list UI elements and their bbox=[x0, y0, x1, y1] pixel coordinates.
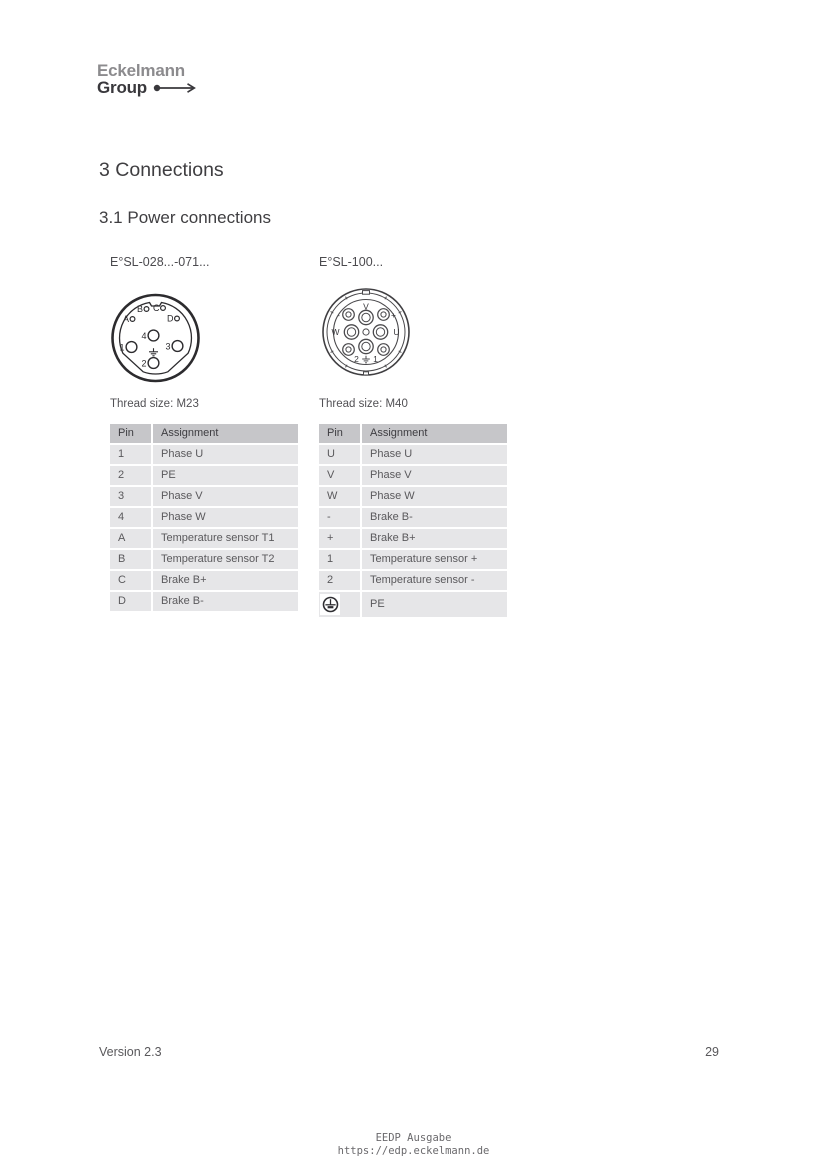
pin-2 bbox=[343, 344, 355, 356]
model-label: E°SL-100... bbox=[319, 255, 384, 269]
assignment-cell: Temperature sensor + bbox=[362, 550, 507, 569]
pin-4 bbox=[148, 330, 159, 341]
table-row bbox=[319, 550, 507, 569]
pin-cell: D bbox=[110, 592, 151, 611]
table-row bbox=[110, 550, 298, 569]
svg-text:-: - bbox=[337, 310, 340, 320]
table-header-row bbox=[110, 424, 298, 443]
table-row bbox=[319, 592, 507, 617]
page-footer bbox=[99, 1045, 719, 1059]
pin-cell: U bbox=[319, 445, 360, 464]
svg-text:1: 1 bbox=[119, 342, 125, 353]
table-row bbox=[319, 508, 507, 527]
pin-3 bbox=[172, 341, 183, 352]
pin-cell: + bbox=[319, 529, 360, 548]
svg-text:D: D bbox=[167, 313, 174, 324]
pin-cell: 1 bbox=[110, 445, 151, 464]
svg-text:2: 2 bbox=[141, 358, 147, 369]
svg-text:2: 2 bbox=[354, 354, 359, 364]
assignment-cell: Brake B+ bbox=[362, 529, 507, 548]
assignment-cell: Temperature sensor T2 bbox=[153, 550, 298, 569]
pin-assignment-table bbox=[110, 424, 298, 611]
table-row bbox=[319, 445, 507, 464]
pin-1 bbox=[126, 342, 137, 353]
edition-watermark bbox=[0, 1132, 827, 1158]
assignment-cell: Phase U bbox=[362, 445, 507, 464]
aux-pins bbox=[343, 309, 390, 356]
assignment-cell: Phase U bbox=[153, 445, 298, 464]
column-header-assignment: Assignment bbox=[153, 424, 298, 443]
pin-cell: 2 bbox=[319, 571, 360, 590]
svg-text:4: 4 bbox=[141, 330, 147, 341]
m23-connector-face-diagram bbox=[110, 291, 202, 385]
assignment-cell: PE bbox=[362, 592, 507, 617]
power-pins bbox=[344, 310, 387, 353]
connector-insert-outline bbox=[120, 303, 192, 374]
assignment-cell: Phase W bbox=[153, 508, 298, 527]
svg-text:+: + bbox=[391, 310, 396, 320]
thread-size-label: Thread size: M40 bbox=[319, 398, 408, 410]
pin-d bbox=[175, 316, 180, 321]
pin-cell: V bbox=[319, 466, 360, 485]
logo-arrow-icon bbox=[153, 82, 199, 94]
table-row bbox=[110, 529, 298, 548]
pin-cell: B bbox=[110, 550, 151, 569]
column-header-assignment: Assignment bbox=[362, 424, 507, 443]
svg-text:W: W bbox=[331, 327, 340, 337]
page-number: 29 bbox=[705, 1045, 719, 1059]
chapter-heading: 3 Connections bbox=[99, 159, 224, 181]
section-heading: 3.1 Power connections bbox=[99, 208, 271, 227]
column-header-pin: Pin bbox=[110, 424, 151, 443]
pin-labels bbox=[119, 303, 174, 368]
pin-u bbox=[373, 325, 387, 339]
pin-cell bbox=[319, 592, 360, 617]
pin-cell: 3 bbox=[110, 487, 151, 506]
pin-2 bbox=[148, 358, 159, 369]
assignment-cell: Brake B+ bbox=[153, 571, 298, 590]
svg-text:U: U bbox=[393, 327, 400, 337]
table-header-row bbox=[319, 424, 507, 443]
pin-c bbox=[161, 306, 166, 311]
center-guide bbox=[363, 329, 369, 335]
thread-size-label: Thread size: M23 bbox=[110, 398, 199, 410]
pin-cell: C bbox=[110, 571, 151, 590]
pin-cell: W bbox=[319, 487, 360, 506]
pin-b bbox=[144, 307, 149, 312]
column-header-pin: Pin bbox=[319, 424, 360, 443]
pin-pe bbox=[359, 339, 373, 353]
pin-w bbox=[344, 325, 358, 339]
earth-symbol-icon bbox=[362, 356, 370, 363]
svg-text:A: A bbox=[122, 314, 129, 324]
watermark-line2: https://edp.eckelmann.de bbox=[337, 1145, 490, 1157]
table-row bbox=[319, 529, 507, 548]
logo-line-group: Group bbox=[97, 78, 147, 97]
pe-earth-icon bbox=[320, 594, 340, 615]
table-row bbox=[110, 445, 298, 464]
svg-text:C: C bbox=[153, 303, 160, 313]
table-row bbox=[319, 466, 507, 485]
table-row bbox=[110, 508, 298, 527]
assignment-cell: Brake B- bbox=[153, 592, 298, 611]
pin-cell: - bbox=[319, 508, 360, 527]
svg-text:V: V bbox=[363, 301, 369, 312]
earth-symbol-icon bbox=[149, 348, 158, 356]
watermark-line1: EEDP Ausgabe bbox=[375, 1132, 452, 1144]
logo-line-eckelmann: Eckelmann bbox=[97, 61, 185, 80]
table-row bbox=[110, 466, 298, 485]
assignment-cell: Phase V bbox=[362, 466, 507, 485]
pin-cell: A bbox=[110, 529, 151, 548]
table-row bbox=[319, 571, 507, 590]
table-row bbox=[110, 571, 298, 590]
assignment-cell: Phase W bbox=[362, 487, 507, 506]
svg-text:3: 3 bbox=[165, 341, 171, 352]
assignment-cell: Phase V bbox=[153, 487, 298, 506]
pin-plus bbox=[378, 309, 390, 321]
assignment-cell: Brake B- bbox=[362, 508, 507, 527]
pin-assignment-table bbox=[319, 424, 507, 617]
assignment-cell: Temperature sensor - bbox=[362, 571, 507, 590]
table-row bbox=[110, 592, 298, 611]
pin-v bbox=[359, 310, 373, 324]
pin-minus bbox=[343, 309, 355, 321]
model-label: E°SL-028...-071... bbox=[110, 255, 210, 269]
assignment-cell: Temperature sensor T1 bbox=[153, 529, 298, 548]
eckelmann-group-logo bbox=[97, 62, 199, 96]
table-row bbox=[319, 487, 507, 506]
pin-cell: 1 bbox=[319, 550, 360, 569]
pin-cell: 4 bbox=[110, 508, 151, 527]
pin-a bbox=[130, 317, 135, 322]
table-row bbox=[110, 487, 298, 506]
svg-text:1: 1 bbox=[373, 354, 378, 364]
pin-1 bbox=[378, 344, 390, 356]
pin-cell: 2 bbox=[110, 466, 151, 485]
svg-text:B: B bbox=[136, 304, 143, 314]
version-label: Version 2.3 bbox=[99, 1045, 162, 1059]
m40-connector-face-diagram bbox=[321, 287, 413, 379]
assignment-cell: PE bbox=[153, 466, 298, 485]
